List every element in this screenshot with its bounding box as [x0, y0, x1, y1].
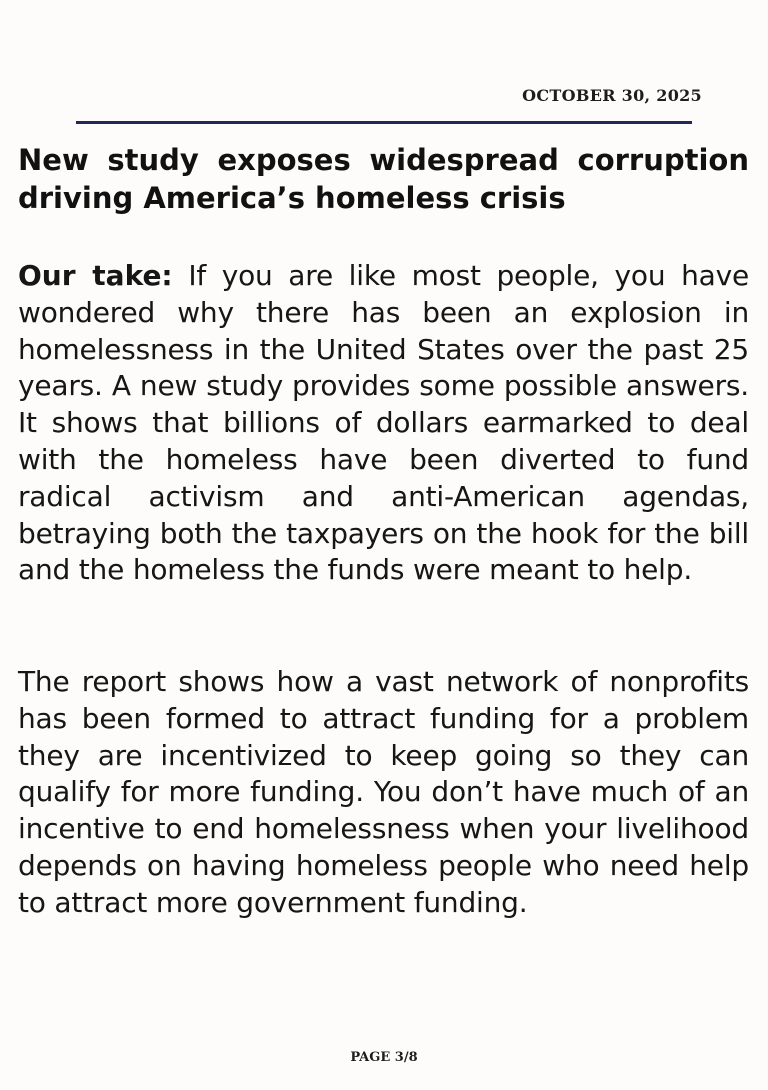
our-take-label: Our take: [18, 259, 173, 292]
publication-date: OCTOBER 30, 2025 [522, 86, 702, 105]
header-divider [76, 121, 692, 124]
paragraph-1-text: If you are like most people, you have wondered why there has been an explosion in homelessness in the United States over the past 25 years. A new study provides some possible answers. It shows that billions of dollars earmarked to deal with the homeless have been diverted to fund radical activism and anti-American agendas, betraying both the taxpayers on the hook for the bill and the homeless the funds were meant to help. [18, 259, 749, 587]
article-paragraph-2 [18, 664, 749, 922]
page-number: PAGE 3/8 [350, 1050, 418, 1065]
article-headline: New study exposes widespread corruption driving America’s homeless crisis [18, 143, 749, 215]
article-paragraph-1 [18, 258, 749, 589]
paragraph-2-text: The report shows how a vast network of nonprofits has been formed to attract funding for a problem they are incentivized to keep going so they can qualify for more funding. You don’t have much of an incentive to end homelessness when your livelihood depends on having homeless people who need help to attract more government funding. [18, 665, 749, 919]
